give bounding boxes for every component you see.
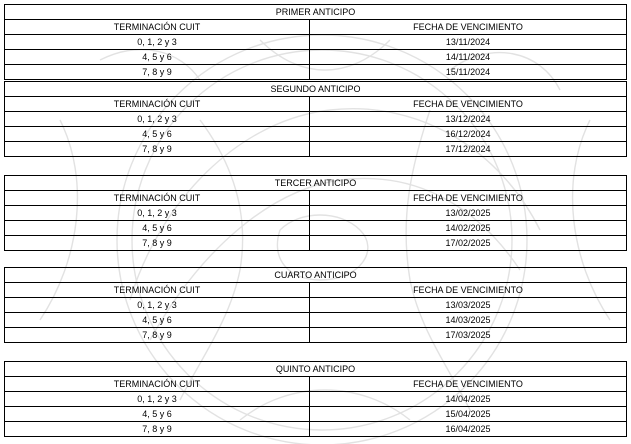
- table-row: [5, 313, 627, 328]
- schedule-table-tercer-anticipo: [4, 175, 627, 251]
- cuit-cell: 0, 1, 2 y 3: [5, 206, 310, 221]
- cuit-cell: 4, 5 y 6: [5, 221, 310, 236]
- date-cell: 16/12/2024: [310, 127, 627, 142]
- column-header-cuit: TERMINACIÓN CUIT: [5, 377, 310, 392]
- table-row: [5, 65, 627, 80]
- table-title-row: [5, 82, 627, 97]
- cuit-cell: 0, 1, 2 y 3: [5, 392, 310, 407]
- table-title-row: [5, 362, 627, 377]
- date-cell: 14/11/2024: [310, 50, 627, 65]
- table-row: [5, 298, 627, 313]
- table-row: [5, 422, 627, 437]
- date-cell: 15/04/2025: [310, 407, 627, 422]
- table-row: [5, 50, 627, 65]
- cuit-cell: 0, 1, 2 y 3: [5, 35, 310, 50]
- column-header-date: FECHA DE VENCIMIENTO: [310, 20, 627, 35]
- column-header-cuit: TERMINACIÓN CUIT: [5, 191, 310, 206]
- cuit-cell: 7, 8 y 9: [5, 142, 310, 157]
- table-row: [5, 206, 627, 221]
- date-cell: 17/02/2025: [310, 236, 627, 251]
- table-header-row: [5, 283, 627, 298]
- table-row: [5, 127, 627, 142]
- column-header-date: FECHA DE VENCIMIENTO: [310, 97, 627, 112]
- cuit-cell: 7, 8 y 9: [5, 65, 310, 80]
- column-header-cuit: TERMINACIÓN CUIT: [5, 20, 310, 35]
- date-cell: 14/03/2025: [310, 313, 627, 328]
- table-row: [5, 407, 627, 422]
- schedule-table-cuarto-anticipo: [4, 267, 627, 343]
- cuit-cell: 4, 5 y 6: [5, 313, 310, 328]
- table-row: [5, 112, 627, 127]
- date-cell: 13/02/2025: [310, 206, 627, 221]
- table-title: TERCER ANTICIPO: [5, 176, 627, 191]
- table-title-row: [5, 5, 627, 20]
- date-cell: 16/04/2025: [310, 422, 627, 437]
- date-cell: 13/03/2025: [310, 298, 627, 313]
- column-header-date: FECHA DE VENCIMIENTO: [310, 191, 627, 206]
- date-cell: 13/11/2024: [310, 35, 627, 50]
- schedule-table-quinto-anticipo: [4, 361, 627, 437]
- schedule-table-primer-anticipo: [4, 4, 627, 80]
- cuit-cell: 4, 5 y 6: [5, 50, 310, 65]
- cuit-cell: 4, 5 y 6: [5, 407, 310, 422]
- table-header-row: [5, 20, 627, 35]
- table-header-row: [5, 97, 627, 112]
- column-header-date: FECHA DE VENCIMIENTO: [310, 377, 627, 392]
- schedule-table-segundo-anticipo: [4, 81, 627, 157]
- table-title: SEGUNDO ANTICIPO: [5, 82, 627, 97]
- table-title: CUARTO ANTICIPO: [5, 268, 627, 283]
- column-header-cuit: TERMINACIÓN CUIT: [5, 97, 310, 112]
- table-title-row: [5, 176, 627, 191]
- date-cell: 17/03/2025: [310, 328, 627, 343]
- cuit-cell: 7, 8 y 9: [5, 328, 310, 343]
- cuit-cell: 0, 1, 2 y 3: [5, 298, 310, 313]
- cuit-cell: 7, 8 y 9: [5, 422, 310, 437]
- table-row: [5, 142, 627, 157]
- date-cell: 17/12/2024: [310, 142, 627, 157]
- date-cell: 15/11/2024: [310, 65, 627, 80]
- column-header-date: FECHA DE VENCIMIENTO: [310, 283, 627, 298]
- column-header-cuit: TERMINACIÓN CUIT: [5, 283, 310, 298]
- table-header-row: [5, 377, 627, 392]
- table-header-row: [5, 191, 627, 206]
- table-row: [5, 236, 627, 251]
- table-row: [5, 35, 627, 50]
- table-title-row: [5, 268, 627, 283]
- table-row: [5, 392, 627, 407]
- date-cell: 14/02/2025: [310, 221, 627, 236]
- table-row: [5, 221, 627, 236]
- date-cell: 14/04/2025: [310, 392, 627, 407]
- cuit-cell: 0, 1, 2 y 3: [5, 112, 310, 127]
- cuit-cell: 4, 5 y 6: [5, 127, 310, 142]
- date-cell: 13/12/2024: [310, 112, 627, 127]
- table-title: QUINTO ANTICIPO: [5, 362, 627, 377]
- table-title: PRIMER ANTICIPO: [5, 5, 627, 20]
- table-row: [5, 328, 627, 343]
- cuit-cell: 7, 8 y 9: [5, 236, 310, 251]
